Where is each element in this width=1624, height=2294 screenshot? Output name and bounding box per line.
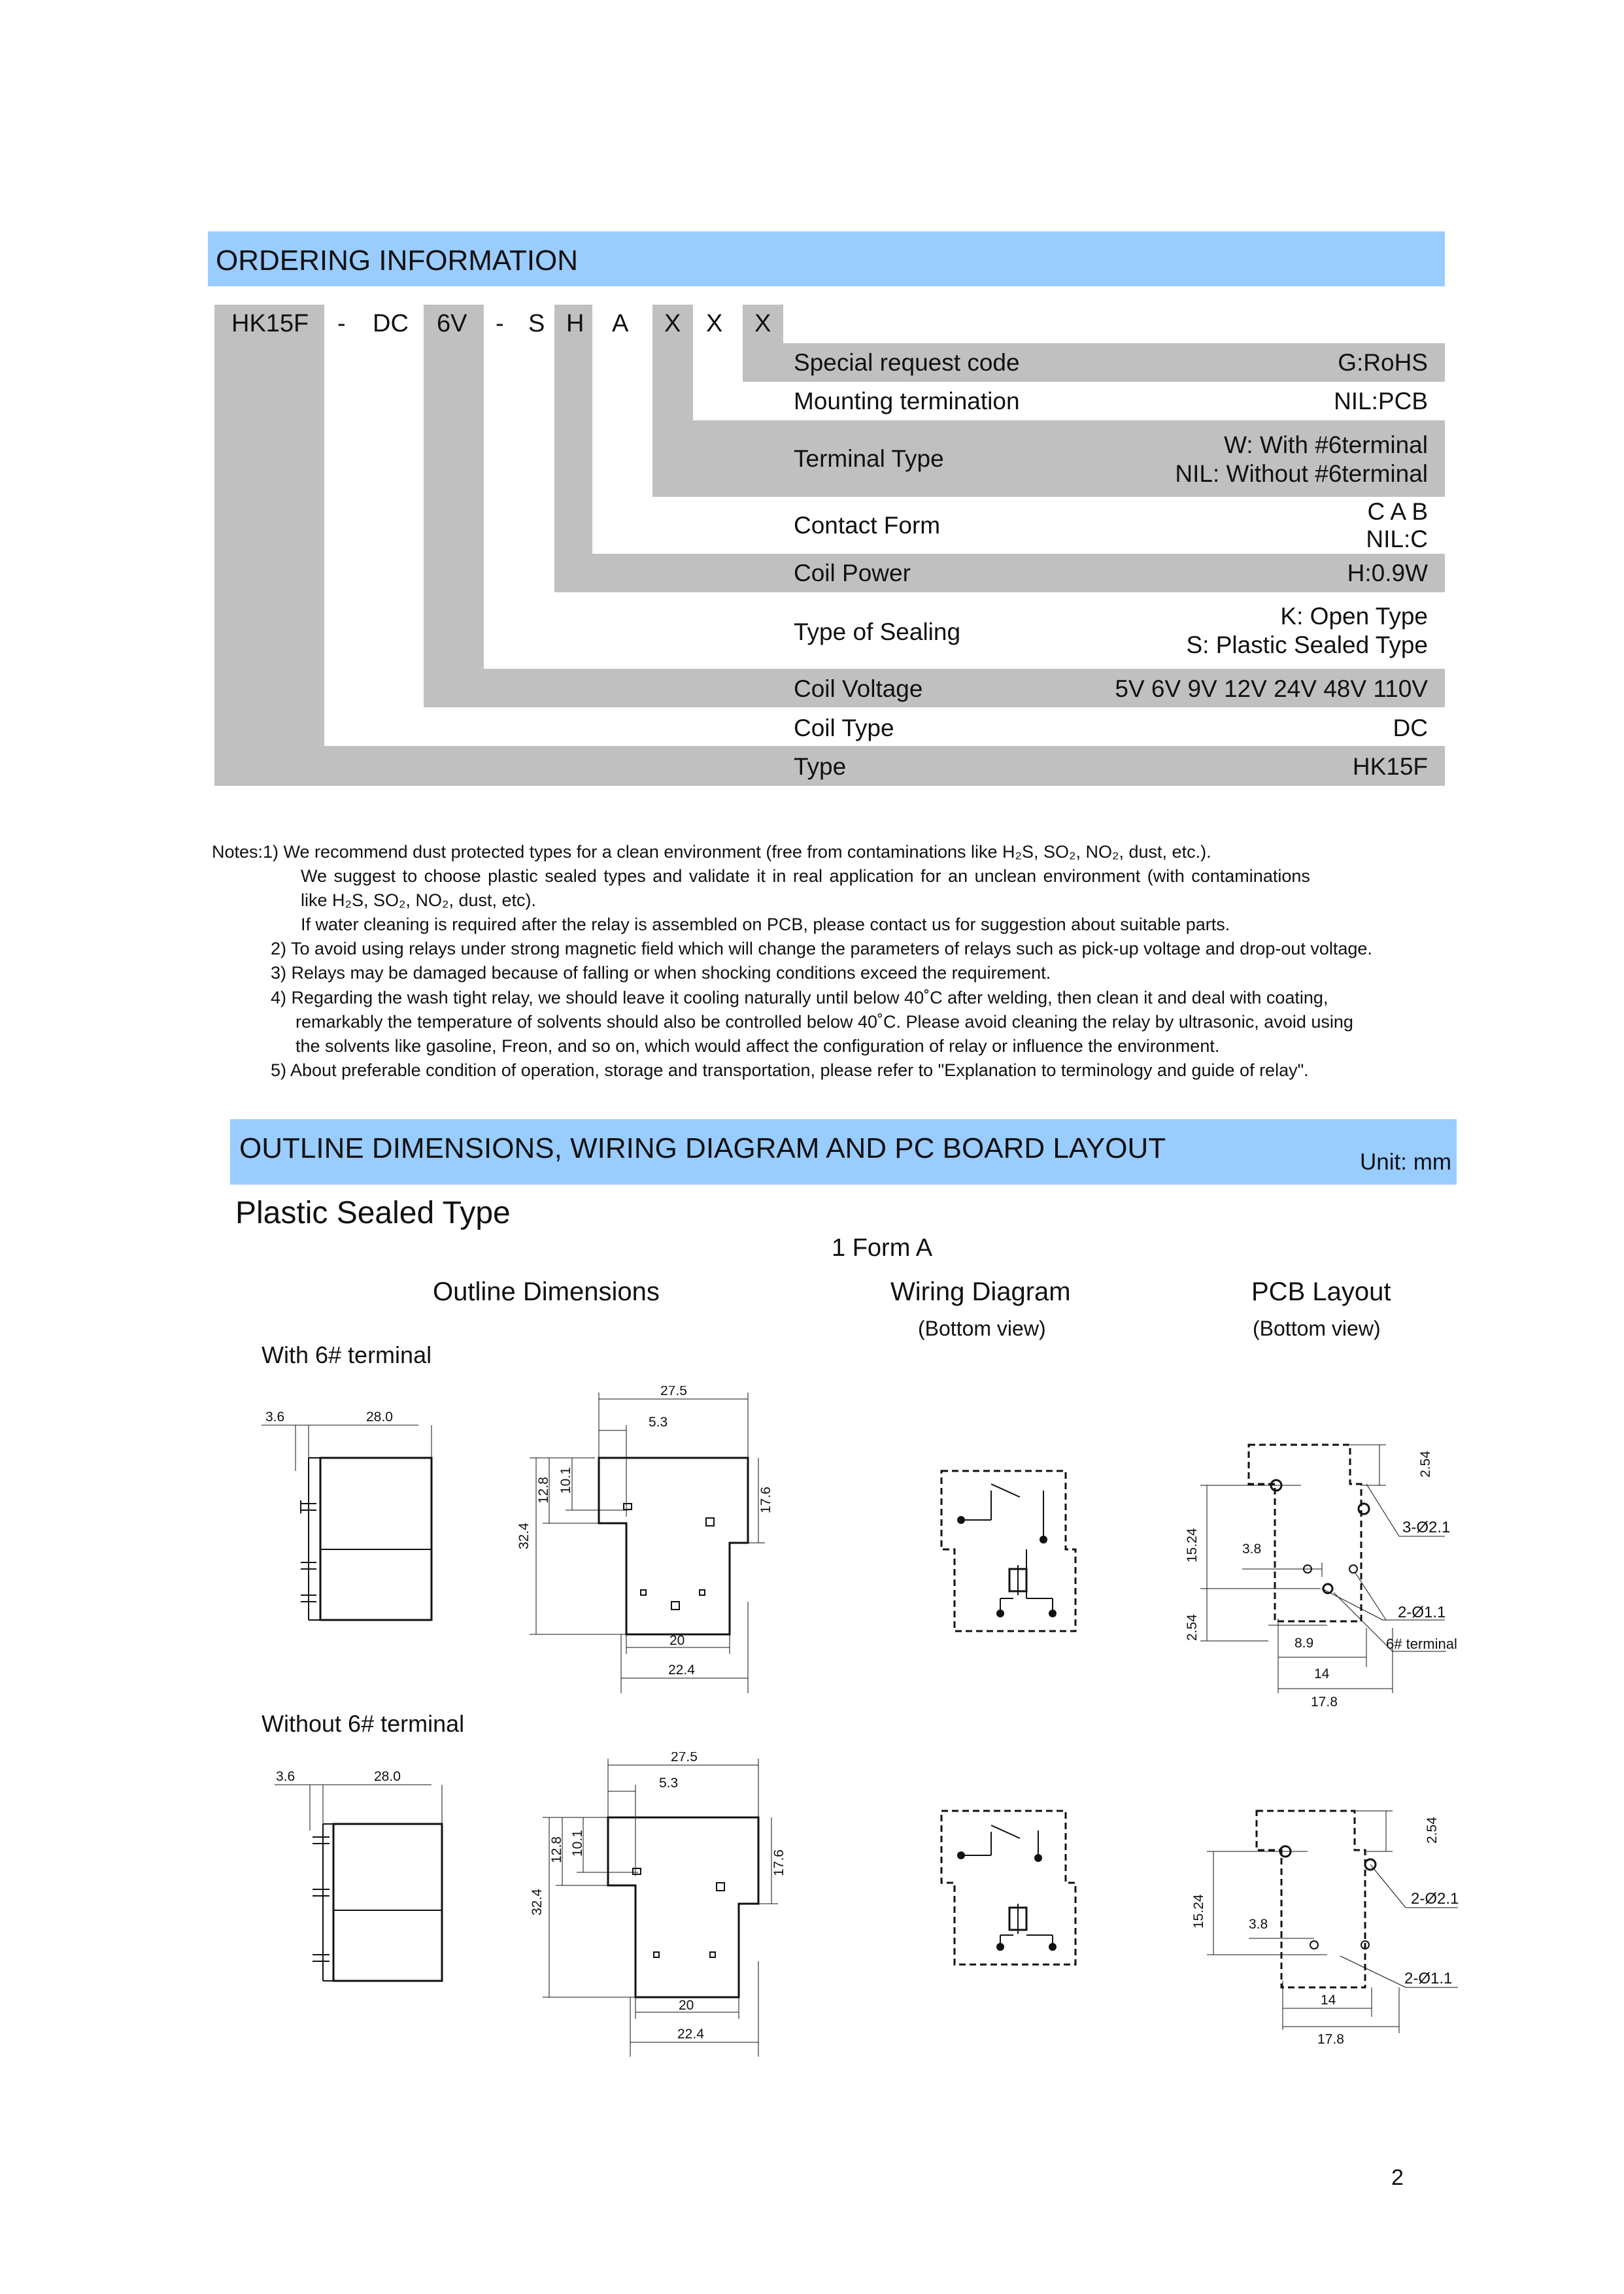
note-line-5: 2) To avoid using relays under strong magnetic field which will change the parameters of relays such as pick-up voltage and drop-out voltage. bbox=[271, 939, 1372, 958]
code-dash-1: - bbox=[337, 310, 346, 337]
dim-2-54-a: 2.54 bbox=[1418, 1451, 1433, 1477]
row-label-coil-type: Coil Type bbox=[794, 715, 894, 741]
code-dash-2: - bbox=[496, 310, 504, 337]
dim-20-a: 20 bbox=[669, 1633, 685, 1648]
dim-5-3-a: 5.3 bbox=[649, 1415, 668, 1430]
row-value-terminal-1: W: With #6terminal bbox=[1224, 431, 1428, 458]
row-label-special: Special request code bbox=[794, 349, 1020, 376]
dim-10-1-b: 10.1 bbox=[570, 1830, 585, 1857]
code-bar-type-row bbox=[324, 746, 1445, 786]
dim-10-1-a: 10.1 bbox=[558, 1467, 573, 1494]
code-x-2: X bbox=[706, 310, 723, 337]
col-wiring-label: Wiring Diagram bbox=[890, 1277, 1071, 1306]
note-line-3: like H₂S, SO₂, NO₂, dust, etc). bbox=[301, 890, 537, 910]
dim-2-phi-2-1: 2-Ø2.1 bbox=[1411, 1890, 1459, 1908]
dim-6-terminal: 6# terminal bbox=[1386, 1636, 1457, 1652]
dim-12-8-a: 12.8 bbox=[536, 1477, 551, 1504]
row-value-contact-1: C A B bbox=[1367, 498, 1428, 525]
code-s: S bbox=[528, 310, 545, 337]
pcb-layout-1 bbox=[1177, 1432, 1478, 1713]
code-bar-hk15f bbox=[214, 305, 324, 786]
row-label-terminal: Terminal Type bbox=[794, 445, 944, 472]
dim-17-6-b: 17.6 bbox=[771, 1849, 787, 1876]
dim-20-b: 20 bbox=[679, 1998, 694, 2013]
dim-17-6-a: 17.6 bbox=[758, 1487, 773, 1513]
dim-17-8-a: 17.8 bbox=[1311, 1695, 1338, 1710]
dim-14-a: 14 bbox=[1314, 1666, 1330, 1681]
code-dc: DC bbox=[373, 310, 409, 337]
row-label-sealing: Type of Sealing bbox=[794, 618, 961, 645]
row-value-contact-2: NIL:C bbox=[1366, 526, 1428, 552]
row-value-coil-voltage: 5V 6V 9V 12V 24V 48V 110V bbox=[1115, 675, 1428, 702]
dim-28-0-a: 28.0 bbox=[366, 1409, 393, 1425]
row-label-coil-power: Coil Power bbox=[794, 560, 911, 586]
pcb-layout-2 bbox=[1183, 1798, 1478, 2059]
code-bar-coil-power-row bbox=[592, 554, 1445, 592]
outline-front-drawing-2 bbox=[497, 1752, 804, 2059]
dim-22-4-a: 22.4 bbox=[668, 1662, 695, 1678]
row-value-sealing-1: K: Open Type bbox=[1280, 603, 1428, 630]
dim-3-phi-2-1: 3-Ø2.1 bbox=[1402, 1519, 1451, 1536]
dim-32-4-a: 32.4 bbox=[516, 1523, 532, 1549]
row-value-mounting: NIL:PCB bbox=[1334, 388, 1428, 414]
note-line-8: remarkably the temperature of solvents should also be controlled below 40˚C. Please avoid cleaning the relay by ultrasonic, avoid using bbox=[296, 1012, 1353, 1032]
dim-8-9: 8.9 bbox=[1294, 1636, 1314, 1651]
dim-12-8-b: 12.8 bbox=[549, 1836, 564, 1863]
side-view-drawing-2 bbox=[262, 1759, 458, 1994]
dim-17-8-b: 17.8 bbox=[1317, 2032, 1344, 2047]
dim-2-phi-1-1-b: 2-Ø1.1 bbox=[1404, 1970, 1453, 1987]
wiring-diagram-2 bbox=[928, 1804, 1085, 1974]
code-bar-coil-voltage bbox=[424, 305, 484, 707]
dim-2-phi-1-1-a: 2-Ø1.1 bbox=[1398, 1604, 1446, 1621]
page-number: 2 bbox=[1391, 2165, 1404, 2190]
row-value-sealing-2: S: Plastic Sealed Type bbox=[1186, 632, 1428, 658]
unit-label: Unit: mm bbox=[1360, 1149, 1451, 1175]
row-value-terminal-2: NIL: Without #6terminal bbox=[1175, 460, 1428, 487]
dim-5-3-b: 5.3 bbox=[659, 1776, 679, 1791]
code-x-3: X bbox=[754, 310, 771, 337]
plastic-sealed-subtitle: Plastic Sealed Type bbox=[235, 1196, 511, 1230]
row-value-type: HK15F bbox=[1352, 753, 1428, 780]
note-line-9: the solvents like gasoline, Freon, and so on, which would affect the configuration of relay or influence the environment. bbox=[296, 1036, 1220, 1056]
dim-27-5-a: 27.5 bbox=[660, 1386, 687, 1398]
code-h: H bbox=[566, 310, 584, 337]
code-x-1: X bbox=[664, 310, 681, 337]
outline-title: OUTLINE DIMENSIONS, WIRING DIAGRAM AND PC BOARD LAYOUT bbox=[239, 1132, 1166, 1164]
note-line-1: Notes:1) We recommend dust protected types for a clean environment (free from contaminations like H₂S, SO₂, NO₂, dust, etc.). bbox=[212, 842, 1211, 862]
dim-3-6-b: 3.6 bbox=[276, 1769, 296, 1784]
wiring-diagram-1 bbox=[928, 1464, 1085, 1641]
dim-3-8-a: 3.8 bbox=[1242, 1542, 1262, 1557]
row-label-contact: Contact Form bbox=[794, 512, 941, 539]
row-value-coil-power: H:0.9W bbox=[1347, 560, 1428, 586]
col-outline-label: Outline Dimensions bbox=[433, 1277, 660, 1306]
row-value-special: G:RoHS bbox=[1338, 349, 1428, 376]
note-line-4: If water cleaning is required after the relay is assembled on PCB, please contact us for suggestion about suitable parts. bbox=[301, 915, 1230, 934]
without-6-terminal-label: Without 6# terminal bbox=[262, 1710, 465, 1737]
dim-2-54-c: 2.54 bbox=[1425, 1817, 1440, 1844]
note-line-10: 5) About preferable condition of operation, storage and transportation, please refer to "Explanation to terminology and guide of relay". bbox=[271, 1060, 1309, 1080]
note-line-7: 4) Regarding the wash tight relay, we should leave it cooling naturally until below 40˚C after welding, then clean it and deal with coating, bbox=[271, 988, 1328, 1007]
outline-front-drawing-1 bbox=[484, 1386, 791, 1700]
bottom-view-wiring: (Bottom view) bbox=[918, 1317, 1046, 1340]
code-6v: 6V bbox=[437, 310, 467, 337]
ordering-title: ORDERING INFORMATION bbox=[216, 245, 579, 277]
col-pcb-label: PCB Layout bbox=[1251, 1277, 1391, 1306]
row-label-mounting: Mounting termination bbox=[794, 388, 1020, 414]
code-a: A bbox=[612, 310, 629, 337]
dim-14-b: 14 bbox=[1321, 1993, 1336, 2008]
dim-28-0-b: 28.0 bbox=[374, 1769, 401, 1784]
row-label-type: Type bbox=[794, 753, 847, 780]
row-label-coil-voltage: Coil Voltage bbox=[794, 675, 923, 702]
row-value-coil-type: DC bbox=[1393, 715, 1428, 741]
dim-22-4-b: 22.4 bbox=[677, 2027, 704, 2042]
note-line-2: We suggest to choose plastic sealed types and validate it in real application for an unclean environment (with contaminations bbox=[301, 866, 1310, 886]
with-6-terminal-label: With 6# terminal bbox=[262, 1341, 432, 1368]
side-view-drawing-1 bbox=[255, 1399, 451, 1634]
dim-3-8-b: 3.8 bbox=[1249, 1917, 1268, 1932]
code-hk15f: HK15F bbox=[231, 310, 309, 337]
dim-2-54-b: 2.54 bbox=[1185, 1614, 1200, 1641]
note-line-6: 3) Relays may be damaged because of falling or when shocking conditions exceed the requirement. bbox=[271, 963, 1051, 983]
code-bar-coil-power bbox=[554, 305, 592, 592]
bottom-view-pcb: (Bottom view) bbox=[1253, 1317, 1381, 1340]
dim-32-4-b: 32.4 bbox=[530, 1889, 545, 1915]
dim-27-5-b: 27.5 bbox=[671, 1752, 698, 1764]
dim-15-24-a: 15.24 bbox=[1185, 1528, 1200, 1562]
dim-3-6-a: 3.6 bbox=[265, 1409, 285, 1425]
dim-15-24-b: 15.24 bbox=[1191, 1894, 1206, 1929]
form-label: 1 Form A bbox=[832, 1234, 933, 1262]
